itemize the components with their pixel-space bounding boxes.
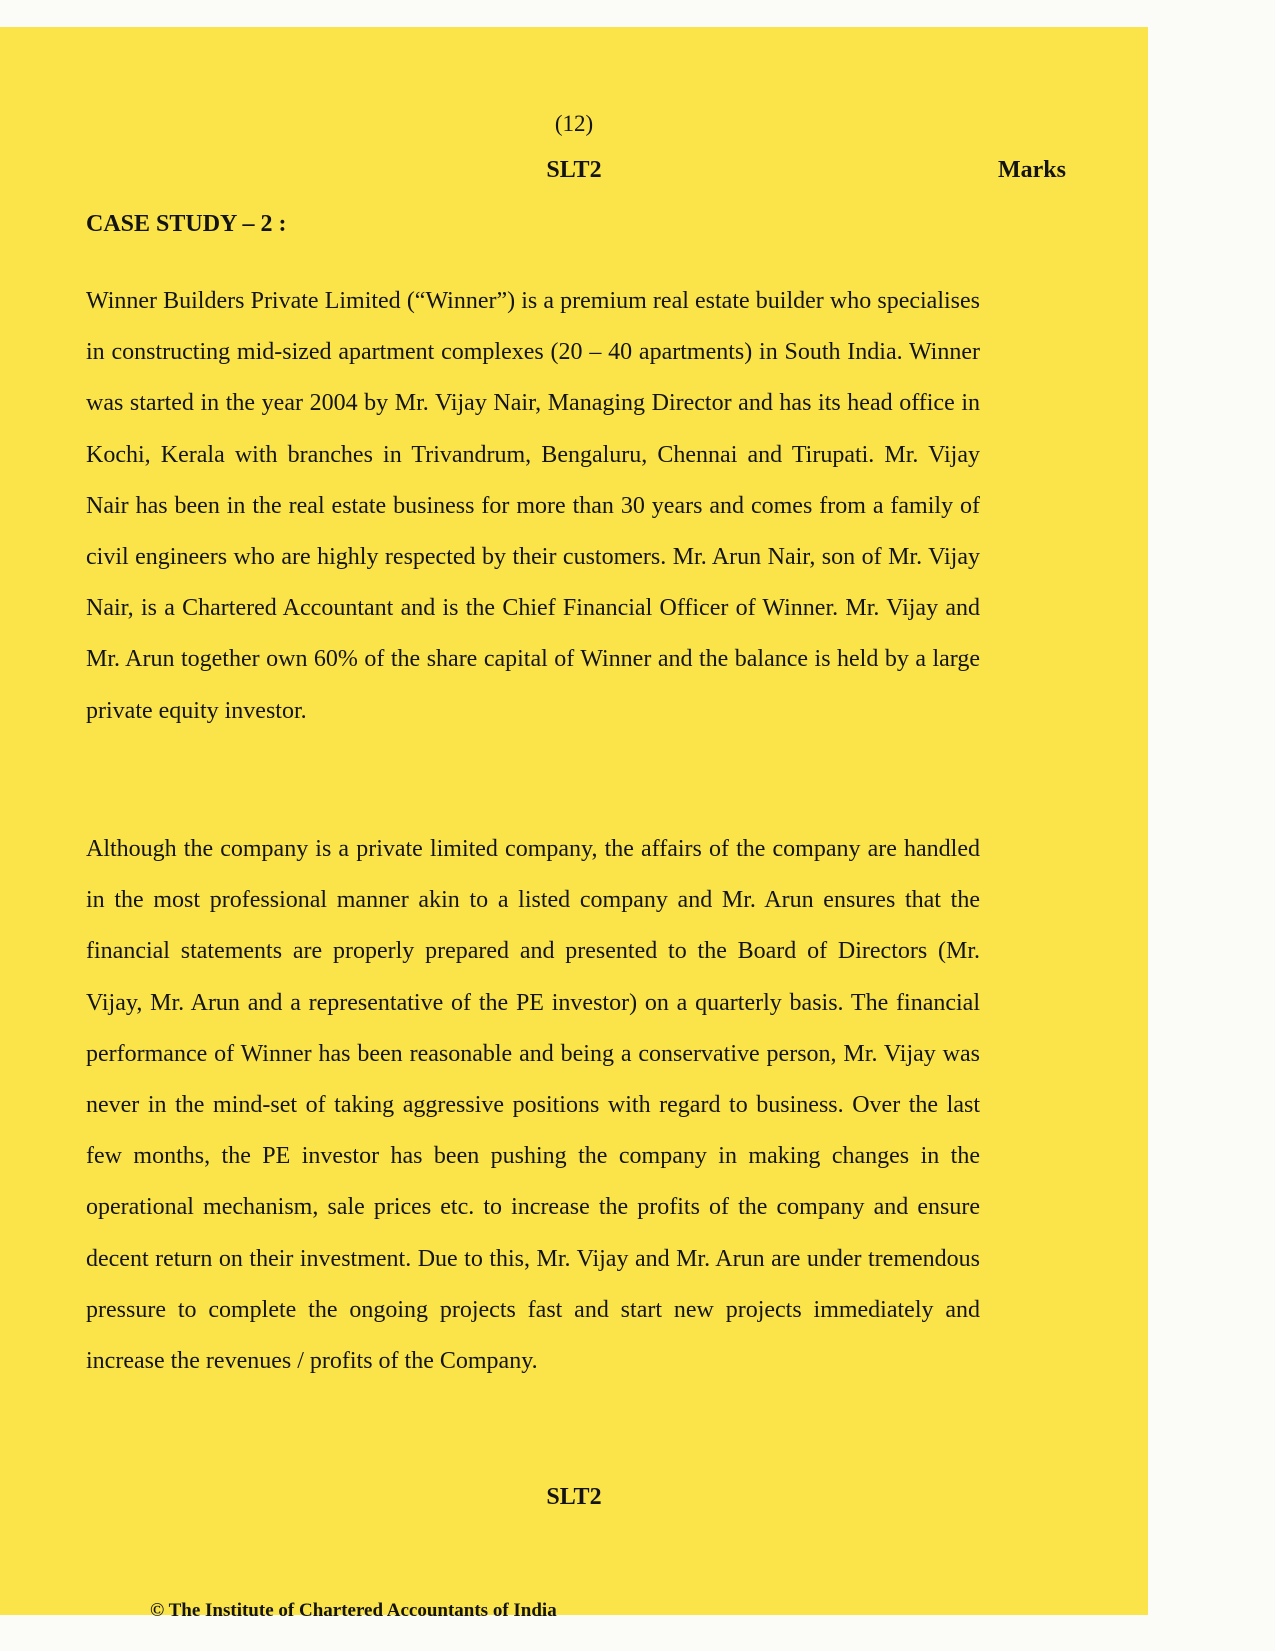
case-study-title: CASE STUDY – 2 : — [86, 211, 287, 237]
marks-column-label: Marks — [998, 157, 1066, 183]
case-study-paragraph-1: Winner Builders Private Limited (“Winner”) is a premium real estate builder who specialises in constructing mid-sized apartment complexes (20 – 40 apartments) in South India. Winner was started in the year 2004 by Mr. Vijay Nair, Managing Director and has its head office in Kochi, Kerala with branches in Trivandrum, Bengaluru, Chennai and Tirupati. Mr. Vijay Nair has been in the real estate business for more than 30 years and comes from a family of civil engineers who are highly respected by their customers. Mr. Arun Nair, son of Mr. Vijay Nair, is a Chartered Accountant and is the Chief Financial Officer of Winner. Mr. Vijay and Mr. Arun together own 60% of the share capital of Winner and the balance is held by a large private equity investor. — [86, 288, 980, 724]
copyright-notice: © The Institute of Chartered Accountants of India — [150, 1600, 557, 1621]
question-paper-page — [0, 27, 1148, 1621]
page-number: (12) — [554, 111, 594, 136]
paper-code-header: SLT2 — [546, 157, 602, 183]
paper-code-footer: SLT2 — [546, 1484, 602, 1510]
case-study-paragraph-2: Although the company is a private limited company, the affairs of the company are handled in the most professional manner akin to a listed company and Mr. Arun ensures that the financial statements are properly prepared and presented to the Board of Directors (Mr. Vijay, Mr. Arun and a representative of the PE investor) on a quarterly basis. The financial performance of Winner has been reasonable and being a conservative person, Mr. Vijay was never in the mind-set of taking aggressive positions with regard to business. Over the last few months, the PE investor has been pushing the company in making changes in the operational mechanism, sale prices etc. to increase the profits of the company and ensure decent return on their investment. Due to this, Mr. Vijay and Mr. Arun are under tremendous pressure to complete the ongoing projects fast and start new projects immediately and increase the revenues / profits of the Company. — [86, 836, 980, 1375]
